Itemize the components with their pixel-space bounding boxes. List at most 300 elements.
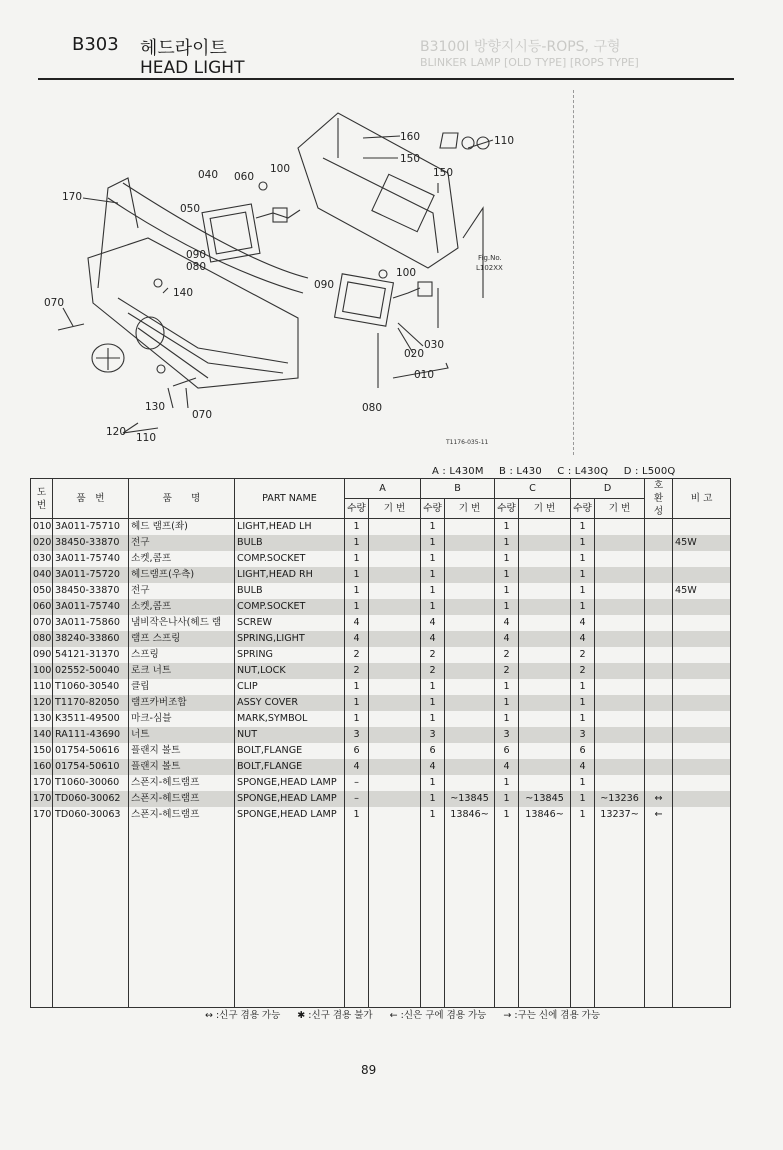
cell-b-qty: 1 <box>421 599 445 615</box>
cell-part-name-kr: 헤드램프(우측) <box>129 567 235 583</box>
cell-b-serial <box>445 759 495 775</box>
cell-part-no: T1060-30060 <box>53 775 129 791</box>
cell-d-qty: 4 <box>571 615 595 631</box>
cell-remark <box>673 775 731 791</box>
callout-090-left: 090 <box>186 249 207 261</box>
cell-part-name-kr: 마크-심블 <box>129 711 235 727</box>
cell-c-serial <box>519 647 571 663</box>
cell-a-serial <box>369 679 421 695</box>
cell-remark <box>673 663 731 679</box>
cell-b-serial <box>445 743 495 759</box>
cell-c-qty: 1 <box>495 711 519 727</box>
cell-a-qty: 4 <box>345 759 369 775</box>
section-code: B303 <box>72 34 119 55</box>
table-row <box>31 615 731 631</box>
callout-150-mid: 150 <box>433 167 454 179</box>
cell-part-no: TD060-30063 <box>53 807 129 823</box>
page-title-korean: 헤드라이트 <box>140 38 227 59</box>
cell-ref-no: 170 <box>31 791 53 807</box>
cell-ref-no: 170 <box>31 775 53 791</box>
cell-c-serial <box>519 775 571 791</box>
cell-d-serial <box>595 743 645 759</box>
cell-a-qty: 1 <box>345 807 369 823</box>
cell-d-serial <box>595 551 645 567</box>
cell-part-name-kr: 로크 너트 <box>129 663 235 679</box>
cell-ref-no: 110 <box>31 679 53 695</box>
cell-part-no: 38450-33870 <box>53 583 129 599</box>
cell-part-name-kr: 플랜지 볼트 <box>129 759 235 775</box>
table-blank-area <box>31 823 731 1008</box>
cell-interchange <box>645 775 673 791</box>
callout-140: 130 <box>145 401 166 413</box>
cell-part-name-en: LIGHT,HEAD LH <box>235 519 345 536</box>
cell-b-qty: 1 <box>421 679 445 695</box>
callout-120: 110 <box>136 432 157 444</box>
cell-d-serial <box>595 663 645 679</box>
callout-020: 020 <box>404 348 425 360</box>
cell-part-no: 54121-31370 <box>53 647 129 663</box>
cell-part-name-en: SPRING,LIGHT <box>235 631 345 647</box>
cell-interchange <box>645 519 673 536</box>
cell-a-qty: 2 <box>345 647 369 663</box>
cell-c-serial <box>519 759 571 775</box>
cell-a-qty: 1 <box>345 583 369 599</box>
callout-070-bottom: 070 <box>192 409 213 421</box>
cell-b-serial <box>445 727 495 743</box>
blank-cell <box>235 823 345 1008</box>
cell-a-qty: 1 <box>345 599 369 615</box>
cell-part-no: 3A011-75740 <box>53 551 129 567</box>
exploded-parts-diagram <box>38 88 558 458</box>
cell-b-serial <box>445 567 495 583</box>
cell-d-qty: 1 <box>571 535 595 551</box>
cell-part-name-en: SPONGE,HEAD LAMP <box>235 791 345 807</box>
header-ref-no: 도 번 <box>31 479 53 519</box>
cell-a-serial <box>369 727 421 743</box>
cell-interchange: ↔ <box>645 791 673 807</box>
header-part-name-en: PART NAME <box>235 479 345 519</box>
cell-d-qty: 1 <box>571 599 595 615</box>
cell-b-qty: 3 <box>421 727 445 743</box>
cell-remark: 45W <box>673 583 731 599</box>
cell-d-serial <box>595 599 645 615</box>
cell-d-qty: 1 <box>571 775 595 791</box>
cell-part-no: 3A011-75720 <box>53 567 129 583</box>
cell-a-serial <box>369 711 421 727</box>
cell-interchange <box>645 759 673 775</box>
cell-a-serial <box>369 743 421 759</box>
cell-part-no: 3A011-75860 <box>53 615 129 631</box>
cell-remark <box>673 599 731 615</box>
cell-part-name-kr: 클립 <box>129 679 235 695</box>
cell-remark <box>673 727 731 743</box>
cell-b-qty: 1 <box>421 583 445 599</box>
table-row <box>31 807 731 823</box>
cell-d-qty: 1 <box>571 679 595 695</box>
cell-d-serial <box>595 567 645 583</box>
cell-ref-no: 140 <box>31 727 53 743</box>
cell-b-qty: 2 <box>421 647 445 663</box>
cell-d-qty: 1 <box>571 791 595 807</box>
cell-c-serial <box>519 727 571 743</box>
blank-cell <box>519 823 571 1008</box>
cell-interchange <box>645 599 673 615</box>
cell-ref-no: 130 <box>31 711 53 727</box>
cell-part-name-en: SPONGE,HEAD LAMP <box>235 775 345 791</box>
table-row <box>31 711 731 727</box>
table-row <box>31 695 731 711</box>
cell-a-qty: 4 <box>345 615 369 631</box>
callout-170: 170 <box>62 191 83 203</box>
model-c: C : L430Q <box>557 466 609 477</box>
cell-interchange <box>645 743 673 759</box>
callout-150-left: 140 <box>173 287 194 299</box>
cell-interchange: ← <box>645 807 673 823</box>
cell-remark <box>673 551 731 567</box>
table-row <box>31 679 731 695</box>
bleed-through-title: B3100I 방향지시등-ROPS, 구형 <box>420 39 621 55</box>
bleed-through-subtitle: BLINKER LAMP [OLD TYPE] [ROPS TYPE] <box>420 56 639 69</box>
cell-remark: 45W <box>673 535 731 551</box>
table-row <box>31 567 731 583</box>
cell-b-qty: 1 <box>421 551 445 567</box>
cell-ref-no: 080 <box>31 631 53 647</box>
cell-interchange <box>645 711 673 727</box>
cell-part-name-kr: 스폰지-헤드램프 <box>129 775 235 791</box>
cell-ref-no: 020 <box>31 535 53 551</box>
cell-part-name-kr: 너트 <box>129 727 235 743</box>
cell-interchange <box>645 535 673 551</box>
cell-ref-no: 050 <box>31 583 53 599</box>
cell-interchange <box>645 727 673 743</box>
cell-part-name-kr: 스폰지-헤드램프 <box>129 807 235 823</box>
header-a-qty: 수량 <box>345 499 369 519</box>
cell-part-no: TD060-30062 <box>53 791 129 807</box>
cell-d-serial <box>595 615 645 631</box>
cell-d-qty: 1 <box>571 583 595 599</box>
cell-c-qty: 6 <box>495 743 519 759</box>
header-interchange: 호 환 성 <box>645 479 673 519</box>
cell-part-name-en: BULB <box>235 583 345 599</box>
callout-150-top: 150 <box>400 153 421 165</box>
cell-part-no: 3A011-75710 <box>53 519 129 536</box>
cell-d-qty: 2 <box>571 663 595 679</box>
cell-b-qty: 2 <box>421 663 445 679</box>
table-row <box>31 631 731 647</box>
cell-b-serial <box>445 647 495 663</box>
cell-remark <box>673 647 731 663</box>
cell-a-qty: 1 <box>345 711 369 727</box>
cell-b-serial <box>445 583 495 599</box>
cell-c-qty: 1 <box>495 695 519 711</box>
cell-c-serial: ~13845 <box>519 791 571 807</box>
model-key <box>432 466 688 477</box>
cell-c-qty: 1 <box>495 535 519 551</box>
callout-100-right: 100 <box>396 267 417 279</box>
cell-part-name-kr: 전구 <box>129 583 235 599</box>
cell-a-serial <box>369 551 421 567</box>
cell-part-no: 02552-50040 <box>53 663 129 679</box>
cell-part-name-en: BOLT,FLANGE <box>235 759 345 775</box>
cell-a-serial <box>369 615 421 631</box>
cell-part-name-en: SPONGE,HEAD LAMP <box>235 807 345 823</box>
cell-b-serial: ~13845 <box>445 791 495 807</box>
cell-d-qty: 1 <box>571 807 595 823</box>
cell-d-serial <box>595 711 645 727</box>
callout-090-right: 090 <box>314 279 335 291</box>
cell-c-serial <box>519 679 571 695</box>
header-model-d: D <box>571 479 645 499</box>
cell-d-qty: 2 <box>571 647 595 663</box>
interchange-legend <box>205 1007 614 1021</box>
cell-a-qty: 4 <box>345 631 369 647</box>
cell-c-qty: 1 <box>495 679 519 695</box>
cell-a-serial <box>369 791 421 807</box>
cell-remark <box>673 567 731 583</box>
cell-part-name-kr: 소켓,콤프 <box>129 551 235 567</box>
cell-part-name-en: ASSY COVER <box>235 695 345 711</box>
cell-b-qty: 1 <box>421 791 445 807</box>
cell-a-qty: 1 <box>345 679 369 695</box>
cell-d-serial <box>595 775 645 791</box>
page-divider <box>573 90 574 455</box>
cell-remark <box>673 615 731 631</box>
table-row <box>31 727 731 743</box>
cell-d-serial <box>595 583 645 599</box>
cell-ref-no: 010 <box>31 519 53 536</box>
blank-cell <box>645 823 673 1008</box>
cell-part-name-en: BOLT,FLANGE <box>235 743 345 759</box>
cell-a-serial <box>369 599 421 615</box>
cell-remark <box>673 679 731 695</box>
table-row <box>31 759 731 775</box>
cell-b-qty: 1 <box>421 567 445 583</box>
blank-cell <box>673 823 731 1008</box>
cell-b-serial <box>445 663 495 679</box>
cell-part-no: 3A011-75740 <box>53 599 129 615</box>
cell-part-name-en: BULB <box>235 535 345 551</box>
cell-b-qty: 4 <box>421 759 445 775</box>
callout-080-right: 080 <box>362 402 383 414</box>
cell-c-serial <box>519 551 571 567</box>
cell-interchange <box>645 551 673 567</box>
callout-080-left: 080 <box>186 261 207 273</box>
blank-cell <box>345 823 369 1008</box>
cell-remark <box>673 759 731 775</box>
callout-060: 060 <box>234 171 255 183</box>
cell-ref-no: 150 <box>31 743 53 759</box>
cell-c-serial <box>519 615 571 631</box>
cell-c-qty: 1 <box>495 807 519 823</box>
cell-part-name-kr: 플랜지 볼트 <box>129 743 235 759</box>
header-c-serial: 기 번 <box>519 499 571 519</box>
cell-b-qty: 1 <box>421 695 445 711</box>
blank-cell <box>495 823 519 1008</box>
cell-b-serial <box>445 711 495 727</box>
header-model-a: A <box>345 479 421 499</box>
cell-d-qty: 3 <box>571 727 595 743</box>
cell-d-serial: ~13236 <box>595 791 645 807</box>
legend-both-ways: ↔ :신구 겸용 가능 <box>205 1010 281 1021</box>
header-b-qty: 수량 <box>421 499 445 519</box>
cell-b-qty: 1 <box>421 711 445 727</box>
cell-d-qty: 1 <box>571 519 595 536</box>
cell-part-name-en: NUT <box>235 727 345 743</box>
cell-part-no: 01754-50610 <box>53 759 129 775</box>
cell-d-qty: 1 <box>571 711 595 727</box>
callout-130: 120 <box>106 426 127 438</box>
cell-b-serial <box>445 679 495 695</box>
cell-a-serial <box>369 807 421 823</box>
cell-part-no: 38240-33860 <box>53 631 129 647</box>
cell-a-qty: 1 <box>345 535 369 551</box>
cell-part-no: RA111-43690 <box>53 727 129 743</box>
cell-c-serial <box>519 599 571 615</box>
cell-remark <box>673 807 731 823</box>
table-row <box>31 519 731 536</box>
cell-d-serial <box>595 535 645 551</box>
cell-ref-no: 060 <box>31 599 53 615</box>
model-a: A : L430M <box>432 466 484 477</box>
cell-part-name-en: CLIP <box>235 679 345 695</box>
header-b-serial: 기 번 <box>445 499 495 519</box>
cell-b-qty: 6 <box>421 743 445 759</box>
header-rule <box>38 78 734 80</box>
cell-part-name-en: SCREW <box>235 615 345 631</box>
blank-cell <box>571 823 595 1008</box>
cell-part-name-kr: 헤드 램프(좌) <box>129 519 235 536</box>
table-row <box>31 791 731 807</box>
cell-a-serial <box>369 519 421 536</box>
header-part-name-kr: 품 명 <box>129 479 235 519</box>
cell-part-name-en: NUT,LOCK <box>235 663 345 679</box>
callout-070-left: 070 <box>44 297 65 309</box>
legend-new-replaces-old: ← :신은 구에 겸용 가능 <box>389 1010 487 1021</box>
cell-c-qty: 1 <box>495 567 519 583</box>
cell-c-serial <box>519 583 571 599</box>
cell-a-serial <box>369 567 421 583</box>
cell-c-qty: 1 <box>495 775 519 791</box>
cell-a-qty: 1 <box>345 567 369 583</box>
legend-not-interchangeable: ✱ :신구 겸용 불가 <box>297 1010 373 1021</box>
cell-part-name-en: SPRING <box>235 647 345 663</box>
cell-b-serial <box>445 535 495 551</box>
callout-040: 040 <box>198 169 219 181</box>
cell-d-qty: 1 <box>571 551 595 567</box>
cell-ref-no: 160 <box>31 759 53 775</box>
cell-b-qty: 1 <box>421 775 445 791</box>
table-row <box>31 743 731 759</box>
cell-a-qty: 1 <box>345 695 369 711</box>
cell-remark <box>673 631 731 647</box>
cell-ref-no: 170 <box>31 807 53 823</box>
cell-d-serial <box>595 727 645 743</box>
table-row <box>31 583 731 599</box>
cell-part-no: 01754-50616 <box>53 743 129 759</box>
cell-b-qty: 4 <box>421 631 445 647</box>
cell-a-qty: 1 <box>345 551 369 567</box>
model-b: B : L430 <box>499 466 542 477</box>
callout-100-top: 100 <box>270 163 291 175</box>
cell-part-name-en: MARK,SYMBOL <box>235 711 345 727</box>
cell-b-serial <box>445 775 495 791</box>
cell-b-serial <box>445 631 495 647</box>
cell-d-serial <box>595 631 645 647</box>
cell-part-name-kr: 스폰지-헤드램프 <box>129 791 235 807</box>
cell-b-serial <box>445 599 495 615</box>
blank-cell <box>595 823 645 1008</box>
cell-remark <box>673 791 731 807</box>
cell-remark <box>673 695 731 711</box>
cell-a-qty: – <box>345 791 369 807</box>
cell-d-qty: 4 <box>571 759 595 775</box>
cell-d-qty: 1 <box>571 695 595 711</box>
cell-c-serial <box>519 535 571 551</box>
parts-table <box>30 478 731 1008</box>
blank-cell <box>31 823 53 1008</box>
cell-b-serial <box>445 519 495 536</box>
figure-ref-number: L102XX <box>476 264 503 272</box>
cell-interchange <box>645 615 673 631</box>
cell-a-serial <box>369 583 421 599</box>
cell-c-qty: 3 <box>495 727 519 743</box>
cell-part-name-en: LIGHT,HEAD RH <box>235 567 345 583</box>
callout-110: 110 <box>494 135 515 147</box>
cell-c-serial <box>519 711 571 727</box>
cell-d-qty: 4 <box>571 631 595 647</box>
cell-a-serial <box>369 631 421 647</box>
cell-a-serial <box>369 535 421 551</box>
cell-c-qty: 1 <box>495 583 519 599</box>
cell-a-serial <box>369 663 421 679</box>
cell-c-serial <box>519 519 571 536</box>
cell-part-name-kr: 스프링 <box>129 647 235 663</box>
cell-b-qty: 1 <box>421 807 445 823</box>
table-row <box>31 535 731 551</box>
cell-a-qty: 2 <box>345 663 369 679</box>
cell-interchange <box>645 695 673 711</box>
cell-a-serial <box>369 647 421 663</box>
callout-160: 160 <box>400 131 421 143</box>
cell-part-name-kr: 램프카버조합 <box>129 695 235 711</box>
cell-a-serial <box>369 775 421 791</box>
cell-remark <box>673 711 731 727</box>
cell-b-serial <box>445 695 495 711</box>
cell-c-qty: 1 <box>495 519 519 536</box>
page-number: 89 <box>361 1063 377 1077</box>
cell-d-serial <box>595 679 645 695</box>
header-model-c: C <box>495 479 571 499</box>
blank-cell <box>53 823 129 1008</box>
cell-remark <box>673 743 731 759</box>
cell-part-name-kr: 전구 <box>129 535 235 551</box>
cell-c-serial <box>519 631 571 647</box>
cell-b-serial: 13846~ <box>445 807 495 823</box>
cell-b-qty: 4 <box>421 615 445 631</box>
blank-cell <box>369 823 421 1008</box>
header-remarks: 비 고 <box>673 479 731 519</box>
blank-cell <box>421 823 445 1008</box>
cell-c-serial: 13846~ <box>519 807 571 823</box>
header-model-b: B <box>421 479 495 499</box>
header-a-serial: 기 번 <box>369 499 421 519</box>
cell-interchange <box>645 567 673 583</box>
cell-c-qty: 2 <box>495 647 519 663</box>
cell-part-name-kr: 냄비작은나사(헤드 램 <box>129 615 235 631</box>
cell-part-no: T1170-82050 <box>53 695 129 711</box>
cell-c-qty: 1 <box>495 791 519 807</box>
table-row <box>31 663 731 679</box>
